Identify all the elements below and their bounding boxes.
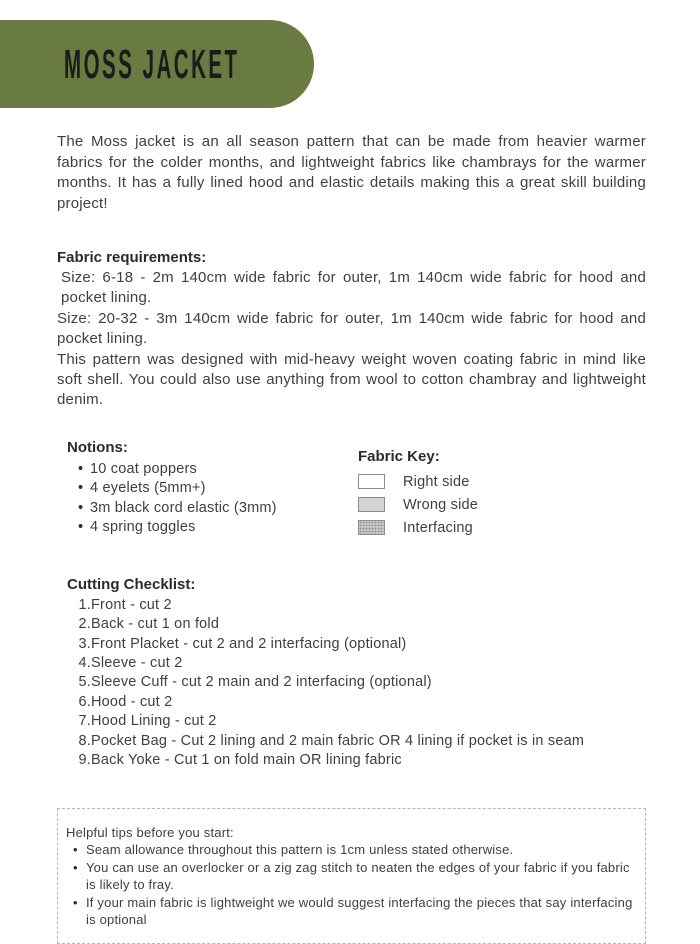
tips-list bbox=[66, 841, 637, 929]
fabric-key-row bbox=[358, 474, 646, 490]
tips-heading: Helpful tips before you start: bbox=[66, 824, 234, 840]
tips-item: • You can use an overlocker or a zig zag stitch to neaten the edges of your fabric if you fabric is likely to fray. bbox=[66, 859, 637, 894]
checklist-item: Back Yoke - Cut 1 on fold main OR lining fabric bbox=[91, 752, 402, 769]
fabric-requirements-heading: Fabric requirements: bbox=[57, 249, 207, 266]
fabric-key-heading: Fabric Key: bbox=[358, 447, 440, 465]
notions-list bbox=[57, 460, 358, 538]
fabric-key-row bbox=[358, 520, 646, 536]
right-side-swatch bbox=[358, 474, 385, 489]
tips-item: • Seam allowance throughout this pattern is 1cm unless stated otherwise. bbox=[66, 841, 637, 859]
checklist-item: Hood Lining - cut 2 bbox=[91, 713, 217, 730]
cutting-checklist-section bbox=[57, 574, 646, 771]
notions-item: • 10 coat poppers bbox=[57, 460, 358, 480]
checklist-item: Front Placket - cut 2 and 2 interfacing (optional) bbox=[91, 635, 407, 652]
checklist-item: Front - cut 2 bbox=[91, 596, 172, 613]
fabric-key-label: Wrong side bbox=[403, 496, 479, 513]
fabric-key-row bbox=[358, 497, 646, 513]
page-title: MOSS JACKET bbox=[64, 40, 240, 87]
fabric-key-label: Right side bbox=[403, 473, 470, 490]
cutting-checklist bbox=[57, 596, 646, 771]
notions-item: • 3m black cord elastic (3mm) bbox=[57, 499, 358, 519]
fabric-key-label: Interfacing bbox=[403, 519, 473, 536]
notions-item: • 4 spring toggles bbox=[57, 518, 358, 538]
page-content bbox=[57, 108, 646, 944]
wrong-side-swatch bbox=[358, 497, 385, 512]
intro-paragraph: The Moss jacket is an all season pattern that can be made from heavier warmer fabrics for the colder months, and lightweight fabrics like chambrays for the warmer months. It has a fully lined hood and elastic details making this a great skill building project! bbox=[57, 133, 646, 212]
fabric-requirement-size-large: Size: 20-32 - 3m 140cm wide fabric for outer, 1m 140cm wide fabric for hood and pocket lining. bbox=[57, 309, 646, 348]
tips-item: • If your main fabric is lightweight we would suggest interfacing the pieces that say interfacing is optional bbox=[66, 894, 637, 929]
fabric-key-section bbox=[358, 446, 646, 538]
fabric-requirements-section bbox=[57, 247, 646, 411]
checklist-item: Sleeve - cut 2 bbox=[91, 655, 183, 672]
notions-heading: Notions: bbox=[67, 438, 128, 456]
cutting-checklist-heading: Cutting Checklist: bbox=[67, 575, 196, 593]
checklist-item: Hood - cut 2 bbox=[91, 693, 173, 710]
checklist-item: Back - cut 1 on fold bbox=[91, 616, 220, 633]
fabric-requirement-size-small: Size: 6-18 - 2m 140cm wide fabric for outer, 1m 140cm wide fabric for hood and pocket lining. bbox=[61, 269, 646, 307]
notions-and-key-row bbox=[57, 437, 646, 538]
helpful-tips-box bbox=[57, 808, 646, 944]
notions-item: • 4 eyelets (5mm+) bbox=[57, 479, 358, 499]
interfacing-swatch bbox=[358, 520, 385, 535]
fabric-requirement-note: This pattern was designed with mid-heavy weight woven coating fabric in mind like soft shell. You could also use anything from wool to cotton chambray and lightweight denim. bbox=[57, 350, 646, 409]
notions-section bbox=[57, 437, 358, 538]
title-banner bbox=[0, 20, 314, 108]
checklist-item: Sleeve Cuff - cut 2 main and 2 interfacing (optional) bbox=[91, 674, 432, 691]
checklist-item: Pocket Bag - Cut 2 lining and 2 main fabric OR 4 lining if pocket is in seam bbox=[91, 732, 585, 749]
